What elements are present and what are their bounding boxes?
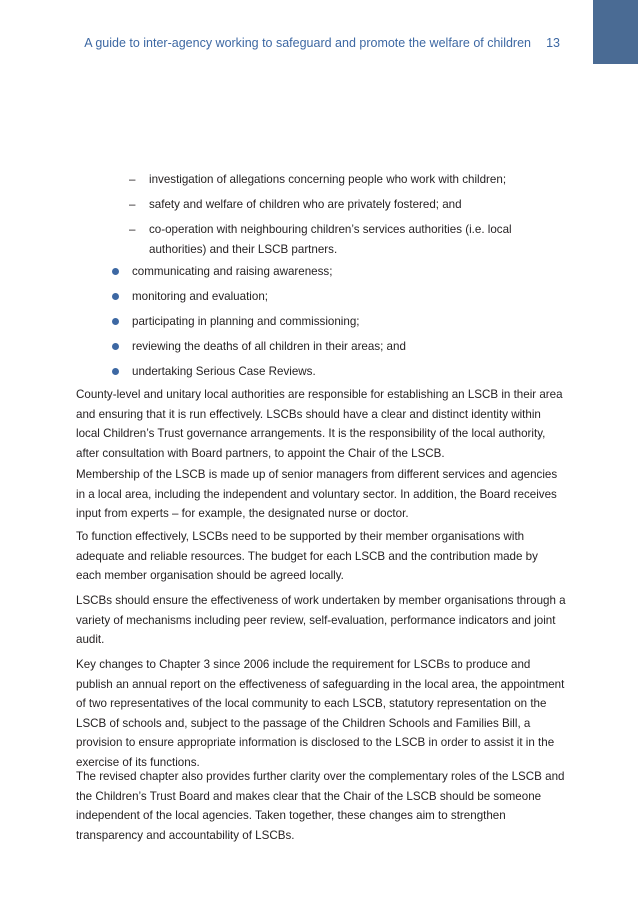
bullet-item-text: undertaking Serious Case Reviews. — [132, 365, 316, 378]
dash-marker: – — [129, 173, 136, 186]
bullet-dot-icon — [112, 343, 119, 350]
dash-item-text: safety and welfare of children who are privately fostered; and — [149, 198, 462, 211]
dash-marker: – — [129, 223, 136, 236]
bullet-item-text: monitoring and evaluation; — [132, 290, 268, 303]
bullet-item-text: communicating and raising awareness; — [132, 265, 333, 278]
body-paragraph: To function effectively, LSCBs need to be supported by their member organisations with adequate and reliable resources. The budget for each LSCB and the contribution made by each member organisation should be agreed locally. — [76, 530, 538, 583]
header-title: A guide to inter-agency working to safeguard and promote the welfare of children — [84, 36, 531, 50]
running-header — [0, 36, 560, 56]
body-paragraph: LSCBs should ensure the effectiveness of work undertaken by member organisations through a variety of mechanisms including peer review, self-evaluation, performance indicators and joint audit. — [76, 594, 566, 647]
dash-item-text: co-operation with neighbouring children’s services authorities (i.e. local authorities) and their LSCB partners. — [149, 223, 512, 256]
page-corner-tab — [593, 0, 638, 64]
bullet-dot-icon — [112, 268, 119, 275]
body-paragraph: Key changes to Chapter 3 since 2006 include the requirement for LSCBs to produce and publish an annual report on the effectiveness of safeguarding in the local area, the appointment of two representatives of the local community to each LSCB, statutory representation on the LSCB of schools and, subject to the passage of the Children Schools and Families Bill, a provision to ensure appropriate information is disclosed to the LSCB in order to assist it in the exercise of its functions. — [76, 658, 565, 769]
body-paragraph: The revised chapter also provides further clarity over the complementary roles of the LSCB and the Children’s Trust Board and makes clear that the Chair of the LSCB should be someone independent of the local agencies. Taken together, these changes aim to strengthen transparency and accountability of LSCBs. — [76, 770, 565, 842]
bullet-dot-icon — [112, 368, 119, 375]
bullet-dot-icon — [112, 318, 119, 325]
body-paragraph: County-level and unitary local authorities are responsible for establishing an LSCB in their area and ensuring that it is run effectively. LSCBs should have a clear and distinct identity within local Children’s Trust governance arrangements. It is the responsibility of the local authority, after consultation with Board partners, to appoint the Chair of the LSCB. — [76, 388, 563, 460]
bullet-dot-icon — [112, 293, 119, 300]
dash-marker: – — [129, 198, 136, 211]
bullet-item-text: reviewing the deaths of all children in their areas; and — [132, 340, 406, 353]
dash-item-text: investigation of allegations concerning people who work with children; — [149, 173, 507, 186]
page-number: 13 — [546, 36, 560, 50]
body-paragraph: Membership of the LSCB is made up of senior managers from different services and agencies in a local area, including the independent and voluntary sector. In addition, the Board receives input from experts – for example, the designated nurse or doctor. — [76, 468, 558, 521]
bullet-item-text: participating in planning and commissioning; — [132, 315, 360, 328]
